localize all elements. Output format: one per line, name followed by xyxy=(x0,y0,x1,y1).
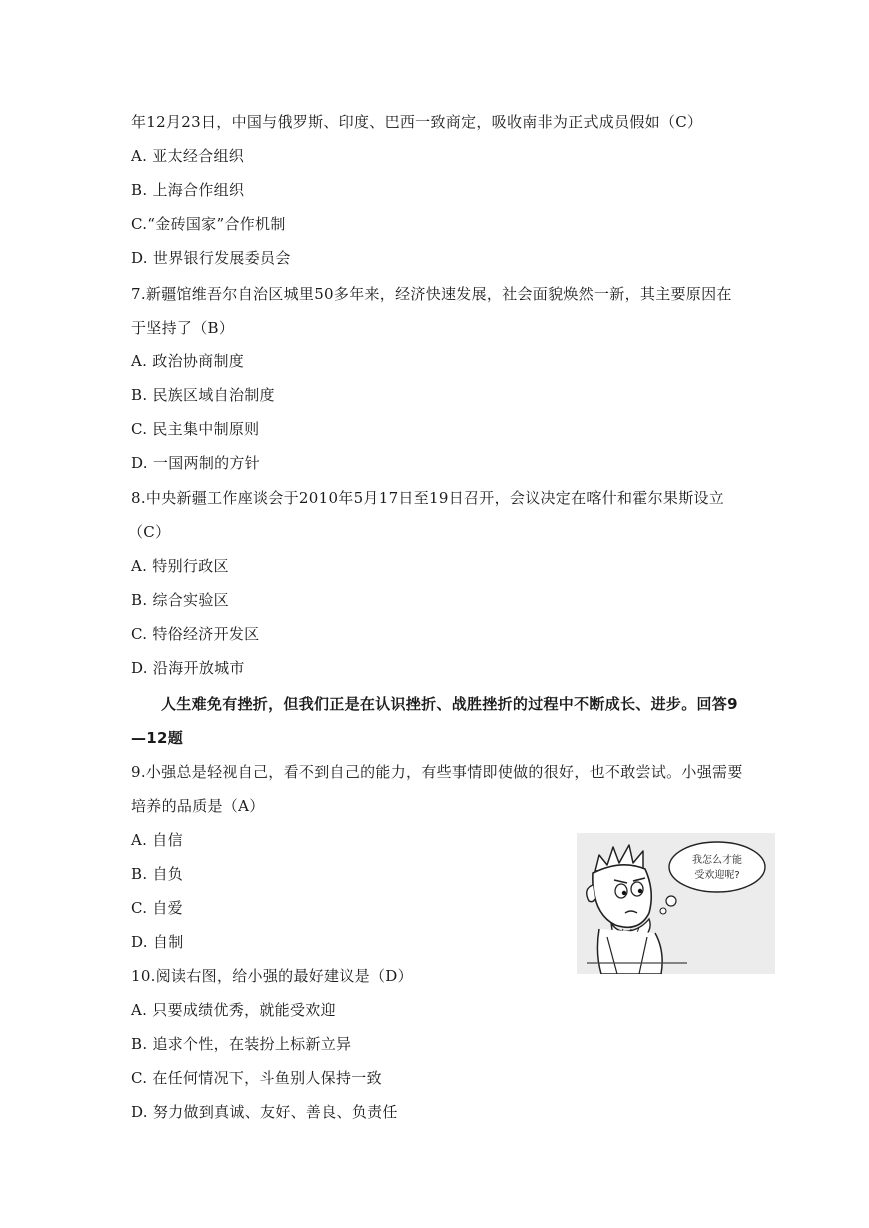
option-a: A. 政治协商制度 xyxy=(131,352,245,370)
option-c: C. 在任何情况下，斗鱼别人保持一致 xyxy=(131,1069,382,1087)
option-a: A. 特别行政区 xyxy=(131,557,229,575)
option-d: D. 努力做到真诚、友好、善良、负责任 xyxy=(131,1103,398,1121)
question-9-stem-cont: 培养的品质是（A） xyxy=(131,797,265,815)
option-b: B. 综合实验区 xyxy=(131,591,229,609)
section-intro: 人生难免有挫折，但我们正是在认识挫折、战胜挫折的过程中不断成长、进步。回答9 xyxy=(161,695,738,713)
question-10-stem: 10.阅读右图，给小强的最好建议是（D） xyxy=(131,967,413,985)
question-8-stem: 8.中央新疆工作座谈会于2010年5月17日至19日召开，会议决定在喀什和霍尔果斯设立 xyxy=(131,489,725,507)
option-a: A. 只要成绩优秀，就能受欢迎 xyxy=(131,1001,336,1019)
question-7-stem-cont: 于坚持了（B） xyxy=(131,319,235,337)
option-a: A. 亚太经合组织 xyxy=(131,147,245,165)
question-6-stem-end: 年12月23日，中国与俄罗斯、印度、巴西一致商定，吸收南非为正式成员假如（C） xyxy=(131,113,703,131)
option-c: C. 特俗经济开发区 xyxy=(131,625,260,643)
option-a: A. 自信 xyxy=(131,831,183,849)
option-d: D. 沿海开放城市 xyxy=(131,659,245,677)
option-b: B. 民族区域自治制度 xyxy=(131,386,275,404)
bubble-text-line-1: 我怎么才能 xyxy=(692,855,742,866)
option-c: C. 自爱 xyxy=(131,899,183,917)
bubble-text-line-2: 受欢迎呢? xyxy=(694,870,740,881)
question-9-stem: 9.小强总是轻视自己，看不到自己的能力，有些事情即使做的很好，也不敢尝试。小强需要 xyxy=(131,763,743,781)
option-c: C.“金砖国家”合作机制 xyxy=(131,215,286,233)
section-intro-cont: —12题 xyxy=(131,729,184,747)
option-d: D. 自制 xyxy=(131,933,184,951)
option-b: B. 上海合作组织 xyxy=(131,181,245,199)
question-7-stem: 7.新疆馆维吾尔自治区城里50多年来，经济快速发展，社会面貌焕然一新，其主要原因在 xyxy=(131,285,732,303)
cartoon-thinking-boy-image xyxy=(577,833,775,974)
option-d: D. 一国两制的方针 xyxy=(131,454,261,472)
option-b: B. 自负 xyxy=(131,865,184,883)
option-c: C. 民主集中制原则 xyxy=(131,420,260,438)
option-d: D. 世界银行发展委员会 xyxy=(131,249,291,267)
option-b: B. 追求个性，在装扮上标新立异 xyxy=(131,1035,352,1053)
question-8-answer: （C） xyxy=(128,523,171,541)
